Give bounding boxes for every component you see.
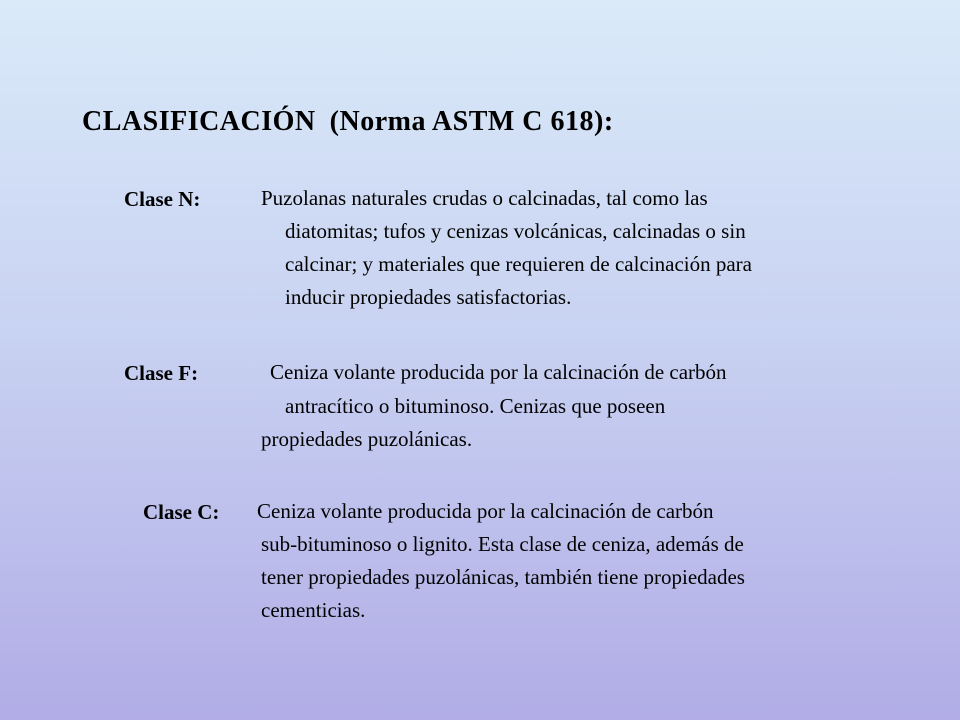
class-c-line-2: sub-bituminoso o lignito. Esta clase de ceniza, además de — [261, 532, 744, 556]
class-c-line-1: Ceniza volante producida por la calcinación de carbón — [257, 499, 714, 523]
class-f-line-2: antracítico o bituminoso. Cenizas que poseen — [285, 394, 666, 418]
class-f-line-3: propiedades puzolánicas. — [261, 427, 473, 451]
slide-title — [82, 106, 614, 138]
class-n-line-3: calcinar; y materiales que requieren de calcinación para — [285, 252, 752, 276]
title-norm: (Norma ASTM C 618): — [329, 106, 614, 137]
class-c-line-3: tener propiedades puzolánicas, también tiene propiedades — [261, 565, 745, 589]
class-c-label: Clase C: — [143, 500, 220, 524]
class-n-label: Clase N: — [124, 187, 201, 211]
title-main: CLASIFICACIÓN — [82, 106, 316, 137]
class-f-line-1: Ceniza volante producida por la calcinación de carbón — [270, 360, 727, 384]
class-c-line-4: cementicias. — [261, 598, 366, 622]
class-n-line-2: diatomitas; tufos y cenizas volcánicas, calcinadas o sin — [285, 219, 746, 243]
class-f-label: Clase F: — [124, 361, 199, 385]
class-n-line-4: inducir propiedades satisfactorias. — [285, 285, 572, 309]
class-n-line-1: Puzolanas naturales crudas o calcinadas, tal como las — [261, 186, 708, 210]
